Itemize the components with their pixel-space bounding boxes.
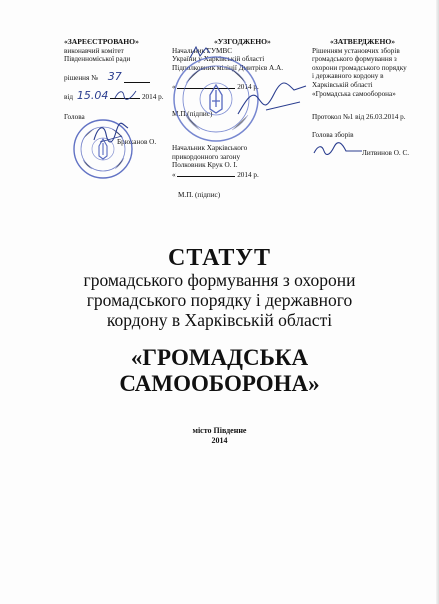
agreed-date2: [172, 171, 259, 180]
agreed-date-prefix: «: [172, 83, 176, 91]
subtitle-line3: кордону в Харківській області: [106, 310, 333, 330]
agreed-year2: 2014 р.: [237, 171, 259, 179]
agreed-line6: Полковник Крук О. І.: [172, 161, 238, 170]
approved-head-name: Литвинов О. С.: [362, 149, 410, 157]
date-scribble-icon: [114, 88, 138, 102]
document-city: місто Південне: [192, 426, 247, 435]
registered-signature-icon: [92, 122, 130, 148]
agreed-header: «УЗГОДЖЕНО»: [214, 37, 271, 46]
approved-signature-icon: [312, 139, 364, 159]
agreed-mark-icon: [188, 44, 212, 62]
decision-number: 37: [107, 70, 122, 83]
document-place-year: [0, 426, 439, 446]
approved-line6: «Громадська самооборона»: [312, 89, 396, 98]
document-title: СТАТУТ: [168, 245, 271, 271]
agreed-line4: Начальник Харківського: [172, 144, 248, 152]
approved-protocol: Протокол №1 від 26.03.2014 р.: [312, 113, 406, 121]
agreed-date2-underline: [177, 176, 235, 177]
agreed-line3: Підполковник міліції Дмитрієв А.А.: [172, 63, 284, 72]
document-subtitle: [40, 270, 399, 330]
registered-date-handwritten: 15.04: [76, 89, 109, 102]
agreed-year: 2014 р.: [237, 83, 259, 91]
agreed-line2: України у Харківській області: [172, 55, 265, 64]
registered-line1: виконавчий комітет: [64, 46, 124, 55]
document-year: 2014: [211, 436, 228, 445]
approved-header: «ЗАТВЕРДЖЕНО»: [330, 37, 396, 46]
registered-head-name: Брюханов О.: [117, 138, 157, 146]
approved-block: [312, 38, 407, 98]
approved-line2: громадського формування з: [312, 55, 397, 64]
registered-header: «ЗАРЕЄСТРОВАНО»: [64, 37, 139, 46]
organization-name-line2: САМООБОРОНА»: [119, 371, 320, 396]
registered-head-label: Голова: [64, 113, 85, 121]
agreed-line1: Начальник ГУМВС: [172, 46, 233, 55]
subtitle-line1: громадського формування з охорони: [83, 270, 356, 290]
agreed-mp2: М.П. (підпис): [178, 191, 221, 199]
approved-line1: Рішенням установчих зборів: [312, 46, 400, 55]
decision-label: рішення №: [64, 74, 98, 82]
agreed-signature-icon: [236, 80, 308, 120]
organization-name: [40, 345, 399, 397]
registered-date-prefix: від: [64, 93, 74, 101]
registered-year: 2014 р.: [141, 93, 164, 101]
registered-decision: [64, 70, 150, 83]
decision-underline: [124, 82, 150, 83]
registered-block: [64, 38, 139, 64]
approved-line5: Харківській області: [312, 80, 373, 89]
subtitle-line2: громадського порядку і державного: [86, 290, 353, 310]
approved-line3: охорони громадського порядку: [312, 63, 407, 72]
agreed-line5: прикордонного загону: [172, 152, 241, 161]
registered-line2: Південноміської ради: [64, 55, 131, 64]
approved-head-label: Голова зборів: [312, 131, 354, 139]
agreed-mp: М.П.(підпис): [172, 110, 213, 118]
approved-line4: і державного кордону в: [312, 72, 384, 81]
organization-name-line1: «ГРОМАДСЬКА: [130, 345, 309, 370]
agreed-date2-prefix: «: [172, 171, 176, 179]
agreed-border-block: [172, 144, 247, 170]
